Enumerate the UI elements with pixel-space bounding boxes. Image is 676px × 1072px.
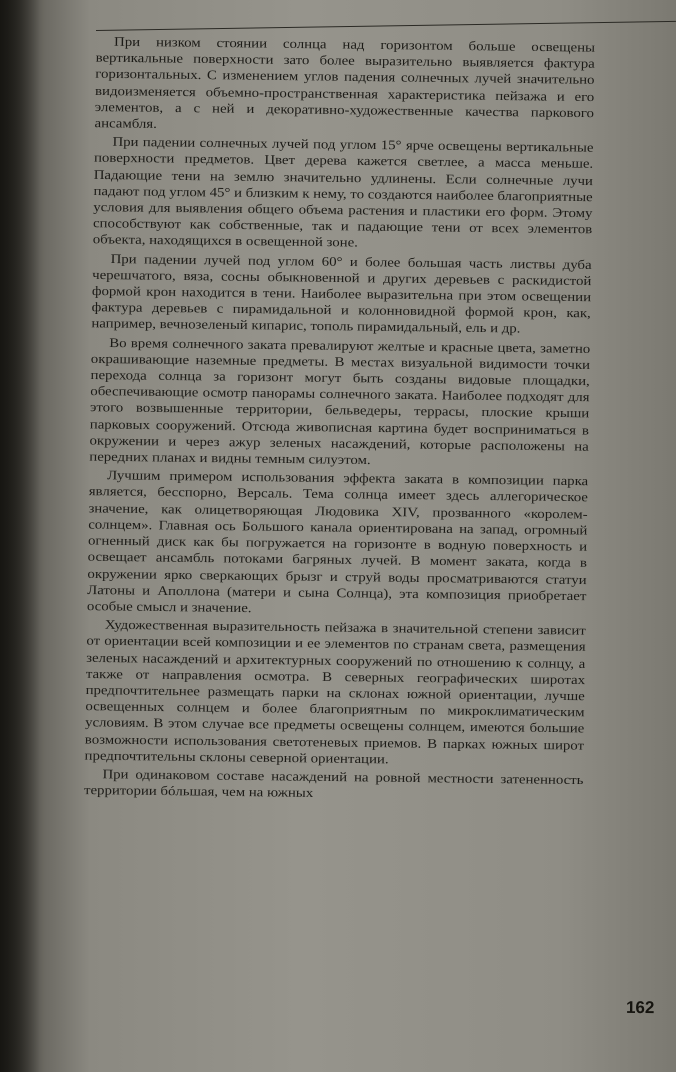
paragraph-angle-60: При падении лучей под углом 60° и более большая часть листвы дуба черешчатого, вяза, сосны обыкновенной и других деревьев с раскидистой формой крон находится в тени. Наиболее выразительна при этом освещении фактура деревьев с пирамидальной и колонновидной формой крон, как, например, вечнозеленый кипарис, тополь пирамидальный, ель и др.: [91, 252, 592, 337]
paragraph-orientation: Художественная выразительность пейзажа в значительной степени зависит от ориентации всей композиции и ее элементов по странам света, размещения зеленых насаждений и архитектурных сооружений по отношению к солнцу, а также от направления осмотра. В северных географических широтах предпочтительнее размещать парки на склонах южной ориентации, лучше освещенных солнцем и более благоприятным по микроклиматическим условиям. В этом случае все предметы освещены солнцем, имеются большие возможности использования светотеневых приемов. В парках южных широт предпочтительны склоны северной ориентации.: [84, 618, 586, 767]
page-number: 162: [625, 997, 655, 1018]
header-rule: [96, 21, 676, 31]
paragraph-angle-15: При падении солнечных лучей под углом 15° ярче освещены вертикальные поверхности предметов. Цвет дерева кажется светлее, а масса меньше. Падающие тени на землю значительно удлинены. Если солнечные лучи падают под углом 45° и близким к нему, то создаются наиболее благоприятные условия для выявления общего объема растения и пластики его форм. Этому способствуют как собственные, так и падающие тени от всех элементов объекта, находящихся в освещенной зоне.: [92, 135, 594, 251]
paragraph-low-sun: При низком стоянии солнца над горизонтом больше освещены вертикальные поверхности зато более выразительно выявляется фактура горизонтальных. С изменением углов падения солнечных лучей значительно видоизменяется объемно-пространственная характеристика пейзажа и его элементов, а с ней и декоративно-художественные качества паркового ансамбля.: [94, 35, 596, 132]
book-spine-shadow: [0, 0, 40, 1072]
paragraph-shading: При одинаковом составе насаждений на ровной местности затененность территории бóльшая, чем на южных: [83, 767, 584, 801]
paragraph-sunset: Во время солнечного заката превалируют желтые и красные цвета, заметно окрашивающие наземные предметы. В местах визуальной видимости точки перехода солнца за горизонт могут быть созданы видовые площадки, обеспечивающие осмотр панорамы солнечного заката. Наиболее подходят для этого возвышенные территории, бельведеры, террасы, плоские крыши парковых сооружений. Отсюда живописная картина будет восприниматься в окружении и через ажур зеленых насаждений, которые расположены на передних планах и видны темным силуэтом.: [89, 336, 591, 468]
paragraph-versailles: Лучшим примером использования эффекта заката в композиции парка является, бесспорно, Версаль. Тема солнца имеет здесь аллегорическое значение, как олицетворяющая Людовика XIV, прозванного «королем-солнцем». Главная ось Большого канала ориентирована на запад, огромный огненный диск как бы погружается на горизонте в водную поверхность и освещает ансамбль потоками багряных лучей. В момент заката, когда в окружении ярко сверкающих брызг и струй воды просматриваются статуи Латоны и Аполлона (матери и сына Солнца), эта композиция приобретает особые смысл и значение.: [86, 469, 589, 616]
body-text: [84, 34, 595, 805]
